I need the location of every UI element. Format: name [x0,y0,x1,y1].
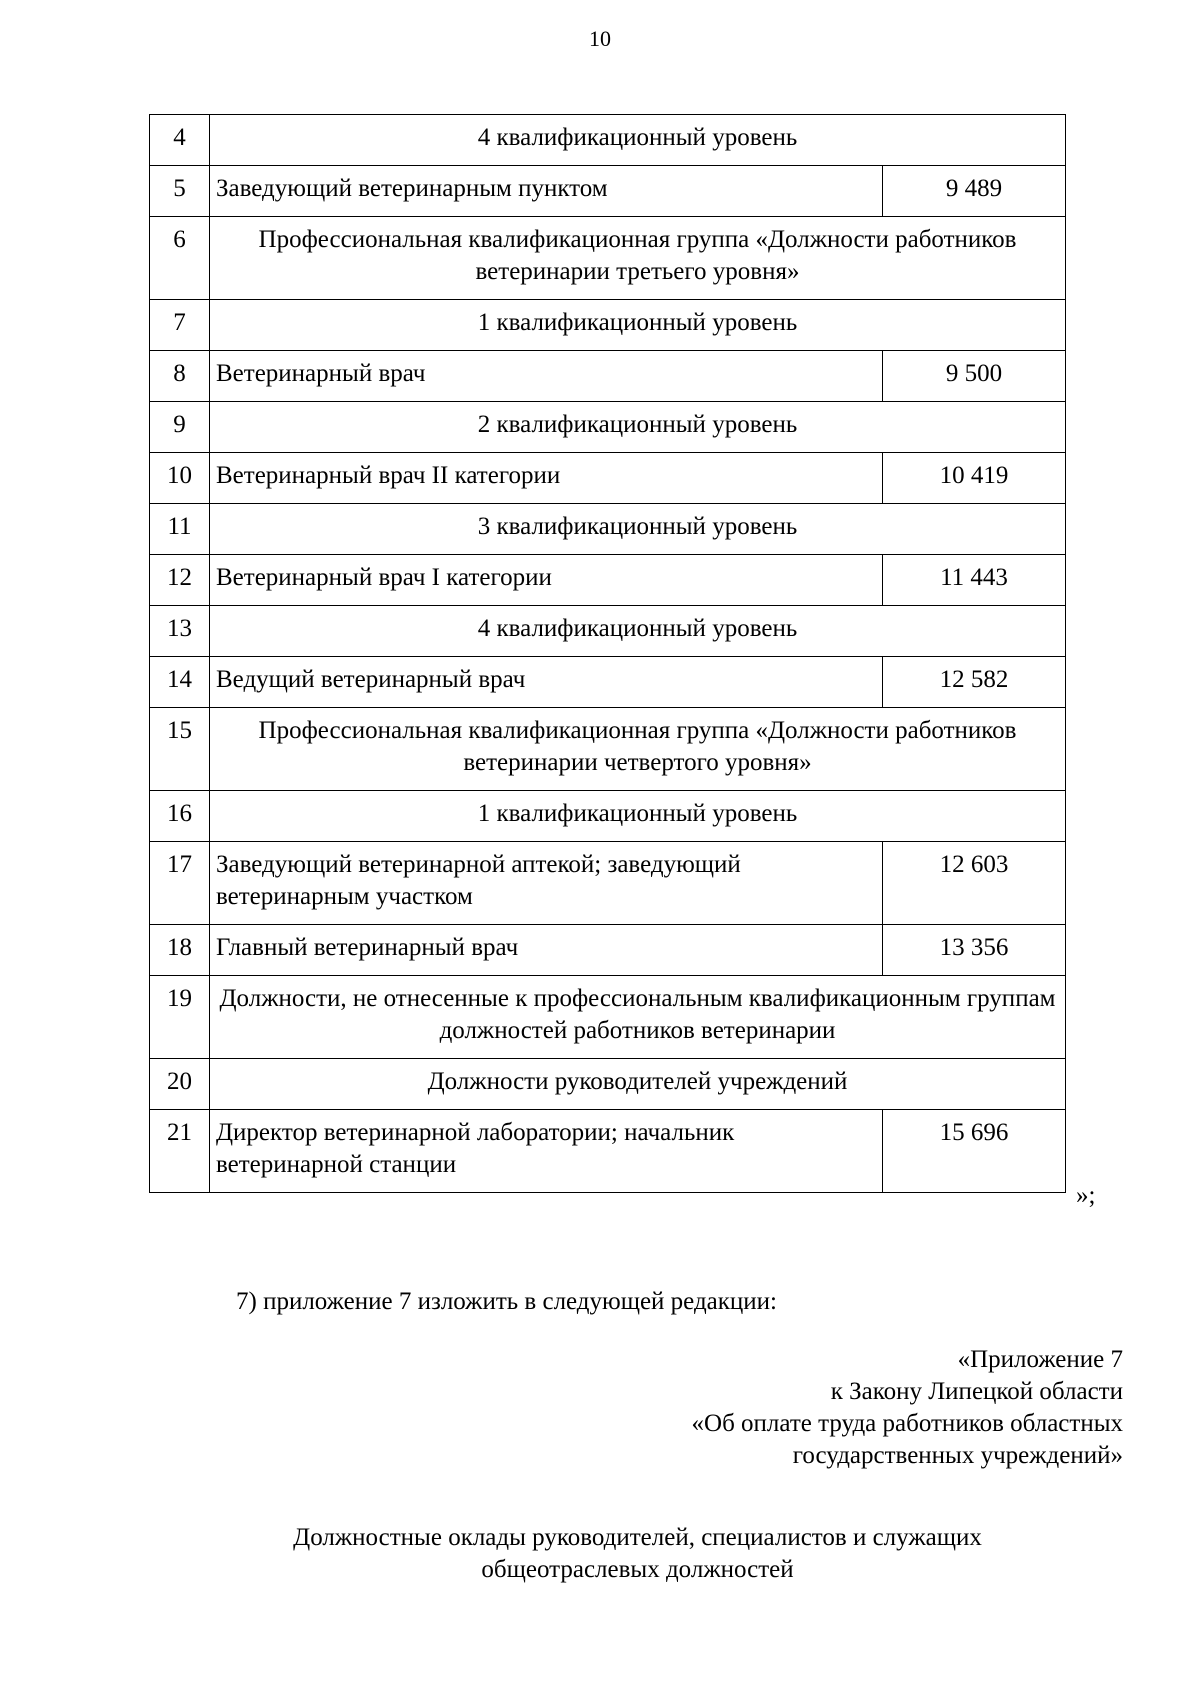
group-heading: 4 квалификационный уровень [210,115,1066,166]
table-row [150,976,1066,1059]
table-row [150,402,1066,453]
table-row [150,300,1066,351]
appendix-reference-line: государственных учреждений» [792,1442,1123,1469]
page-number: 10 [589,26,611,51]
table-row [150,791,1066,842]
position-name: Заведующий ветеринарной аптекой; заведующий ветеринарным участком [210,842,883,925]
group-heading: Профессиональная квалификационная группа «Должности работников ветеринарии третьего уровня» [210,217,1066,300]
table-row [150,606,1066,657]
group-heading: 3 квалификационный уровень [210,504,1066,555]
appendix-reference [523,1344,1123,1472]
row-number: 7 [150,300,210,351]
group-heading: 1 квалификационный уровень [210,300,1066,351]
row-number: 14 [150,657,210,708]
salary-value: 13 356 [883,925,1066,976]
position-name: Ведущий ветеринарный врач [210,657,883,708]
section-title-line: общеотраслевых должностей [481,1556,794,1583]
section-title-line: Должностные оклады руководителей, специалистов и служащих [293,1524,982,1551]
row-number: 9 [150,402,210,453]
appendix-reference-line: к Закону Липецкой области [830,1378,1123,1405]
row-number: 16 [150,791,210,842]
position-name: Ветеринарный врач I категории [210,555,883,606]
row-number: 6 [150,217,210,300]
table-row [150,1110,1066,1193]
table-row [150,657,1066,708]
row-number: 15 [150,708,210,791]
group-heading: Должности руководителей учреждений [210,1059,1066,1110]
row-number: 10 [150,453,210,504]
table-row [150,925,1066,976]
salary-value: 11 443 [883,555,1066,606]
section-title [0,1522,1200,1586]
group-heading: 4 квалификационный уровень [210,606,1066,657]
salary-value: 10 419 [883,453,1066,504]
salary-value: 12 603 [883,842,1066,925]
group-heading: 2 квалификационный уровень [210,402,1066,453]
group-heading: Должности, не отнесенные к профессиональным квалификационным группам должностей работников ветеринарии [210,976,1066,1059]
row-number: 4 [150,115,210,166]
row-number: 8 [150,351,210,402]
salary-value: 12 582 [883,657,1066,708]
table-row [150,453,1066,504]
closing-quote: »; [1076,1182,1096,1209]
table-row [150,1059,1066,1110]
appendix-reference-line: «Об оплате труда работников областных [691,1410,1123,1437]
table-row [150,351,1066,402]
salary-value: 9 500 [883,351,1066,402]
group-heading: 1 квалификационный уровень [210,791,1066,842]
table-row [150,166,1066,217]
amendment-text: 7) приложение 7 изложить в следующей редакции: [236,1288,777,1315]
position-name: Ветеринарный врач [210,351,883,402]
row-number: 13 [150,606,210,657]
position-name: Ветеринарный врач II категории [210,453,883,504]
salary-value: 15 696 [883,1110,1066,1193]
group-heading: Профессиональная квалификационная группа «Должности работников ветеринарии четвертого уровня» [210,708,1066,791]
row-number: 17 [150,842,210,925]
position-name: Заведующий ветеринарным пунктом [210,166,883,217]
table-row [150,115,1066,166]
position-name: Главный ветеринарный врач [210,925,883,976]
row-number: 19 [150,976,210,1059]
row-number: 12 [150,555,210,606]
table-row [150,555,1066,606]
position-name: Директор ветеринарной лаборатории; начальник ветеринарной станции [210,1110,883,1193]
table-row [150,217,1066,300]
salary-table [149,114,1066,1193]
row-number: 18 [150,925,210,976]
row-number: 20 [150,1059,210,1110]
salary-value: 9 489 [883,166,1066,217]
row-number: 5 [150,166,210,217]
appendix-reference-line: «Приложение 7 [957,1346,1123,1373]
table-row [150,842,1066,925]
row-number: 21 [150,1110,210,1193]
table-row [150,504,1066,555]
row-number: 11 [150,504,210,555]
table-row [150,708,1066,791]
table-body [150,115,1066,1193]
